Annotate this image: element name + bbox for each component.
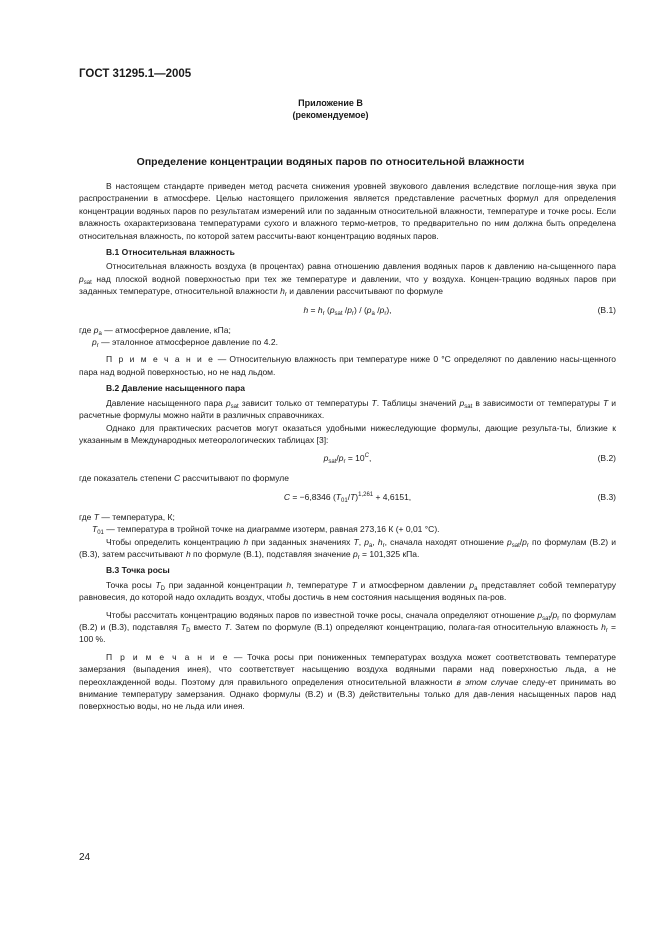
page-number: 24 xyxy=(79,852,91,863)
intro-paragraph: В настоящем стандарте приведен метод расчета снижения уровней звукового давления вследствие поглоще-ния звука при распространении в атмосфере. Целью настоящего приложения является представление расчетных формул для определения концентрации водяных паров по результатам измерений или по заданным относительной влажности, температуре и точке росы. Если влажность охарактеризована температурами сухого и влажного термо-метров, то предварительно по ним должна быть определена относительная влажность, по которой затем рассчиты-вают концентрацию водяных паров. xyxy=(79,181,616,241)
b1-paragraph: Относительная влажность воздуха (в процентах) равна отношению давления водяных паров к давлению на-сыщенного пара $p_{sat}$ над плоской водной поверхностью при тех же температуре и давлении, что у воздуха. Концен-трацию водяных паров при заданных температуре, относительной влажности $h_r$ и давлении рассчитывают по формуле xyxy=(79,261,616,299)
formula-number-b2: (В.2) xyxy=(597,453,616,464)
formula-b1: $h = h_r$ ($p_{sat}$ $/p_r) / (p_a$ $/p_r$), (В.1) xyxy=(303,304,616,317)
formula-b3: C = −6,8346 $(T_{01}/T)^{1,261} + 4,6151$, (В.3) xyxy=(283,491,616,504)
formula-number-b3: (В.3) xyxy=(597,491,616,502)
document-header: ГОСТ 31295.1—2005 xyxy=(79,68,192,80)
heading-b2: В.2 Давление насыщенного пара xyxy=(106,383,245,394)
formula-b2: $p_{sat}/p_r = 10^C$, (В.2) xyxy=(323,453,616,466)
b1-where-2: $p_r$ — эталонное атмосферное давление по 4.2. xyxy=(92,337,278,350)
b2-where-1: где T — температура, К; xyxy=(79,511,175,522)
section-title: Определение концентрации водяных паров по относительной влажности xyxy=(136,156,525,168)
b2-paragraph-2: Однако для практических расчетов могут оказаться удобными нижеследующие формулы, дающие результа-ты, близкие к указанным в Международных метеорологических таблицах [3]: xyxy=(79,422,616,445)
formula-number-b1: (В.1) xyxy=(597,304,616,315)
heading-b3: В.3 Точка росы xyxy=(106,565,170,576)
heading-b1: В.1 Относительная влажность xyxy=(106,247,235,258)
b2-paragraph-1: Давление насыщенного пара $p_{sat}$ зависит только от температуры T. Таблицы значений $p_{sat}$ в зависимости от температуры T и расчетные формулы можно найти в различных справочниках. xyxy=(79,397,616,421)
b2-paragraph-3: Чтобы определить концентрацию h при заданных значениях T, $p_a$, $h_r$, сначала находят отношение $p_{sat}/p_r$ по формулам (В.2) и (В.3), затем рассчитывают h по формуле (В.1), подставляя значение $p_r = 101,325$ кПа. xyxy=(79,536,616,561)
annex-title: Приложение В xyxy=(298,98,363,108)
b1-where-1: где $p_a$ — атмосферное давление, кПа; xyxy=(79,324,231,337)
b1-note: П р и м е ч а н и е — Относительную влажность при температуре ниже 0 °С определяют по давлению насы-щенного пара над водной поверхностью, но не над льдом. xyxy=(79,354,616,377)
annex-status: (рекомендуемое) xyxy=(292,110,369,120)
b3-paragraph-2: Чтобы рассчитать концентрацию водяных паров по известной точке росы, сначала определяют отношение $p_{sat}/p_r$ по формулам (В.2) и (В.3), подставляя $T_D$ вместо T. Затем по формуле (В.1) определяют концентрацию, полага-гая относительную влажность $h_r = 100$ %. xyxy=(79,609,616,645)
b2-between: где показатель степени C рассчитывают по формуле xyxy=(79,473,289,484)
b3-paragraph-1: Точка росы $T_D$ при заданной концентрации h, температуре T и атмосферном давлении $p_a$ представляет собой температуру равновесия, до которой надо охладить воздух, чтобы достичь в нем состояния насыщения водяных па-ров. xyxy=(79,579,616,603)
b3-note: П р и м е ч а н и е — Точка росы при пониженных температурах воздуха может соответствовать температуре замерзания (выпадения инея), что соответствует насыщению воздуха водяными парами над поверхностью льда, а не переохлажденной воды. Поэтому для правильного определения относительной влажности в этом случае следу-ет принимать во внимание температуру замерзания. Однако формулы (В.2) и (В.3) действительны только для дав-ления насыщенных паров над поверхностью воды, но не льда или инея. xyxy=(79,651,617,712)
document-body xyxy=(79,180,616,713)
b2-where-2: $T_{01}$ — температура в тройной точке на диаграмме изотерм, равная 273,16 К (+ 0,01 °С). xyxy=(92,524,440,537)
